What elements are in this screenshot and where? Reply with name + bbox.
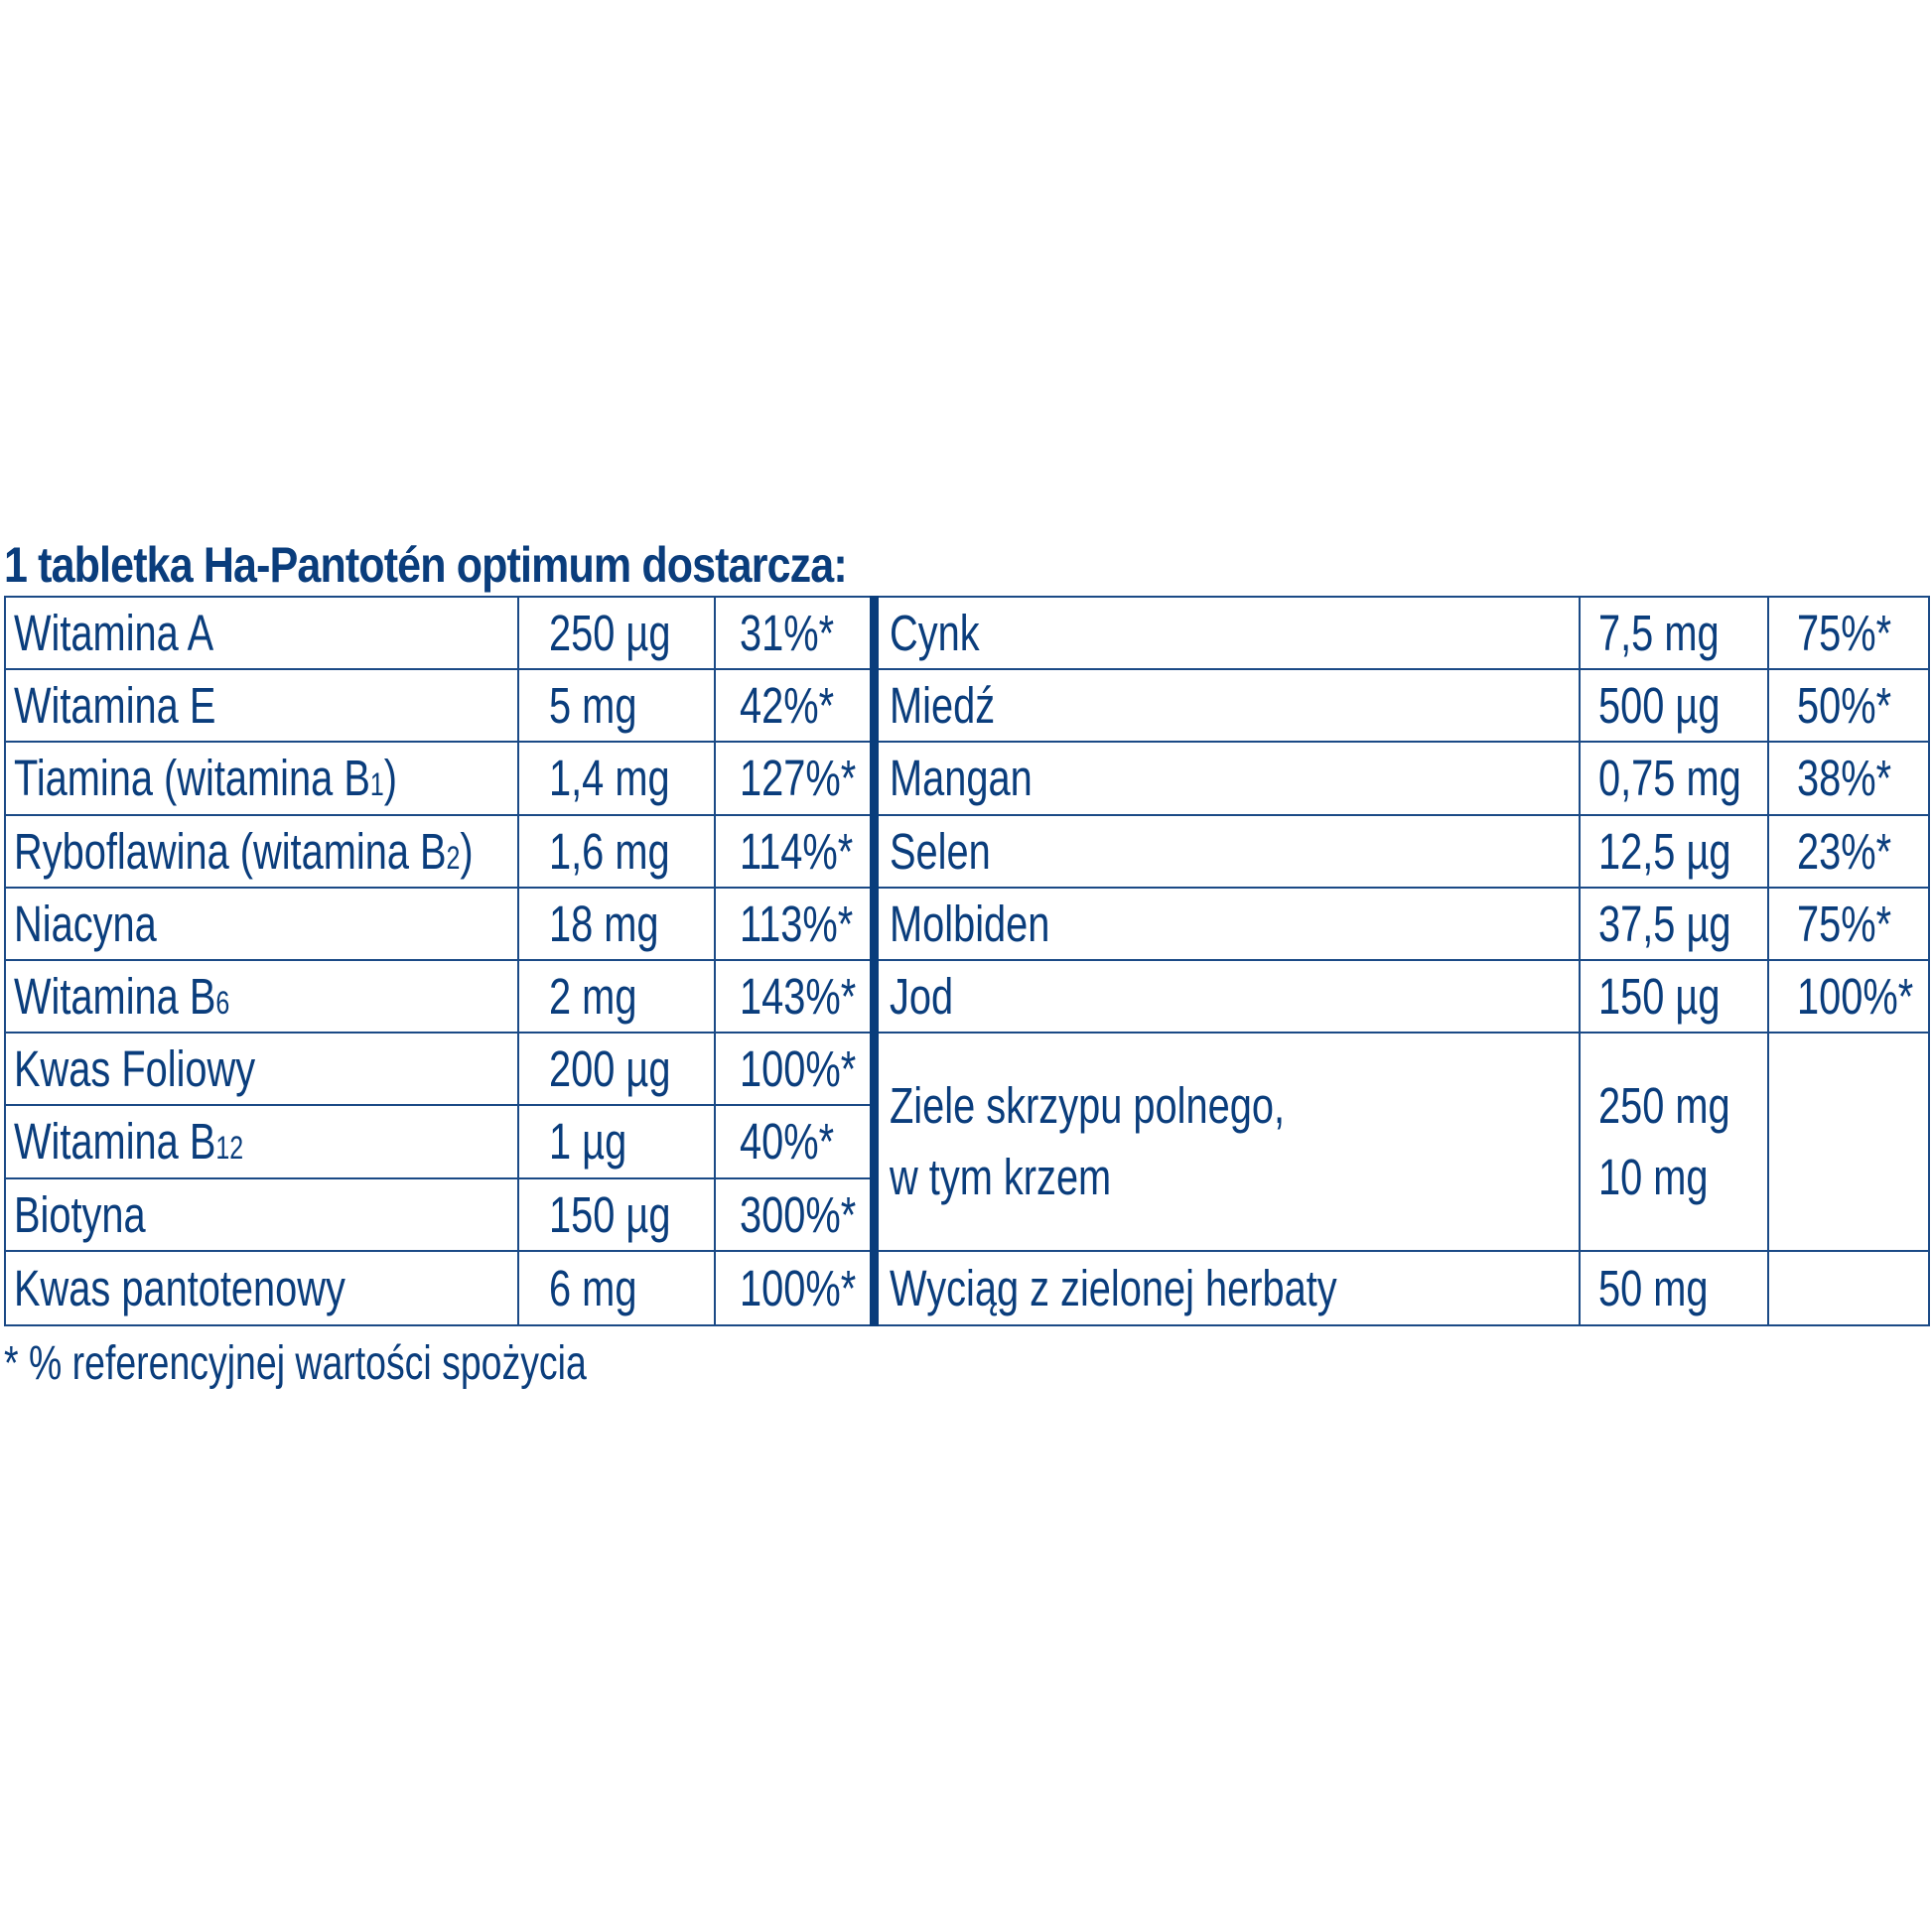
table-cell-percent <box>1769 1252 1928 1324</box>
table-cell-amount: 1 µg <box>519 1106 716 1178</box>
table-cell-name: Selen <box>874 816 1581 889</box>
table-cell-amount: 37,5 µg <box>1581 889 1769 961</box>
table-cell-amount: 1,4 mg <box>519 743 716 815</box>
table-cell-name: Kwas pantotenowy <box>6 1252 519 1324</box>
table-cell-name: Witamina E <box>6 670 519 743</box>
table-cell-percent: 100%* <box>716 1034 874 1106</box>
table-cell-name: Molbiden <box>874 889 1581 961</box>
table-cell-percent: 75%* <box>1769 598 1928 670</box>
table-cell-name <box>874 1034 1581 1252</box>
table-cell-name: Ryboflawina (witamina B2) <box>6 816 519 889</box>
span-name-line2: w tym krzem <box>890 1148 1112 1205</box>
table-cell-amount: 250 µg <box>519 598 716 670</box>
table-cell-percent: 127%* <box>716 743 874 815</box>
page-title: 1 tabletka Ha-Pantotén optimum dostarcza: <box>4 537 847 593</box>
table-cell-amount: 2 mg <box>519 961 716 1034</box>
table-cell-amount <box>1581 1034 1769 1252</box>
table-cell-amount: 6 mg <box>519 1252 716 1324</box>
table-cell-amount: 150 µg <box>1581 961 1769 1034</box>
table-cell-percent <box>1769 1034 1928 1252</box>
table-cell-name: Mangan <box>874 743 1581 815</box>
table-cell-percent: 31%* <box>716 598 874 670</box>
table-cell-percent: 300%* <box>716 1179 874 1252</box>
table-cell-amount: 200 µg <box>519 1034 716 1106</box>
table-cell-percent: 50%* <box>1769 670 1928 743</box>
minerals-table <box>874 596 1930 1326</box>
table-cell-name: Niacyna <box>6 889 519 961</box>
vitamins-table <box>4 596 876 1326</box>
table-cell-name: Biotyna <box>6 1179 519 1252</box>
table-cell-percent: 23%* <box>1769 816 1928 889</box>
span-amount-line1: 250 mg <box>1598 1076 1730 1134</box>
table-cell-percent: 114%* <box>716 816 874 889</box>
table-cell-name: Witamina B12 <box>6 1106 519 1178</box>
table-cell-name: Jod <box>874 961 1581 1034</box>
table-cell-name: Tiamina (witamina B1) <box>6 743 519 815</box>
table-cell-percent: 42%* <box>716 670 874 743</box>
footnote: * % referencyjnej wartości spożycia <box>4 1337 587 1390</box>
table-divider <box>870 596 879 1326</box>
table-cell-amount: 18 mg <box>519 889 716 961</box>
span-amount-line2: 10 mg <box>1598 1148 1709 1205</box>
table-cell-percent: 100%* <box>1769 961 1928 1034</box>
table-cell-amount: 0,75 mg <box>1581 743 1769 815</box>
table-cell-percent: 40%* <box>716 1106 874 1178</box>
table-cell-percent: 38%* <box>1769 743 1928 815</box>
table-cell-amount: 12,5 µg <box>1581 816 1769 889</box>
table-cell-amount: 7,5 mg <box>1581 598 1769 670</box>
table-cell-amount: 5 mg <box>519 670 716 743</box>
table-cell-percent: 143%* <box>716 961 874 1034</box>
table-cell-percent: 100%* <box>740 1259 857 1316</box>
table-cell-amount: 150 µg <box>519 1179 716 1252</box>
table-cell-amount: 1,6 mg <box>519 816 716 889</box>
table-cell-name: Miedź <box>874 670 1581 743</box>
table-cell-name: Witamina A <box>6 598 519 670</box>
table-cell-amount: 500 µg <box>1581 670 1769 743</box>
table-cell-percent: 113%* <box>716 889 874 961</box>
table-cell-name: Kwas Foliowy <box>6 1034 519 1106</box>
table-cell-amount: 50 mg <box>1581 1252 1769 1324</box>
span-name-line1: Ziele skrzypu polnego, <box>890 1076 1286 1134</box>
table-cell-name: Wyciąg z zielonej herbaty <box>874 1252 1581 1324</box>
table-cell-name: Witamina B6 <box>6 961 519 1034</box>
table-cell-name: Cynk <box>874 598 1581 670</box>
table-cell-percent: 75%* <box>1769 889 1928 961</box>
